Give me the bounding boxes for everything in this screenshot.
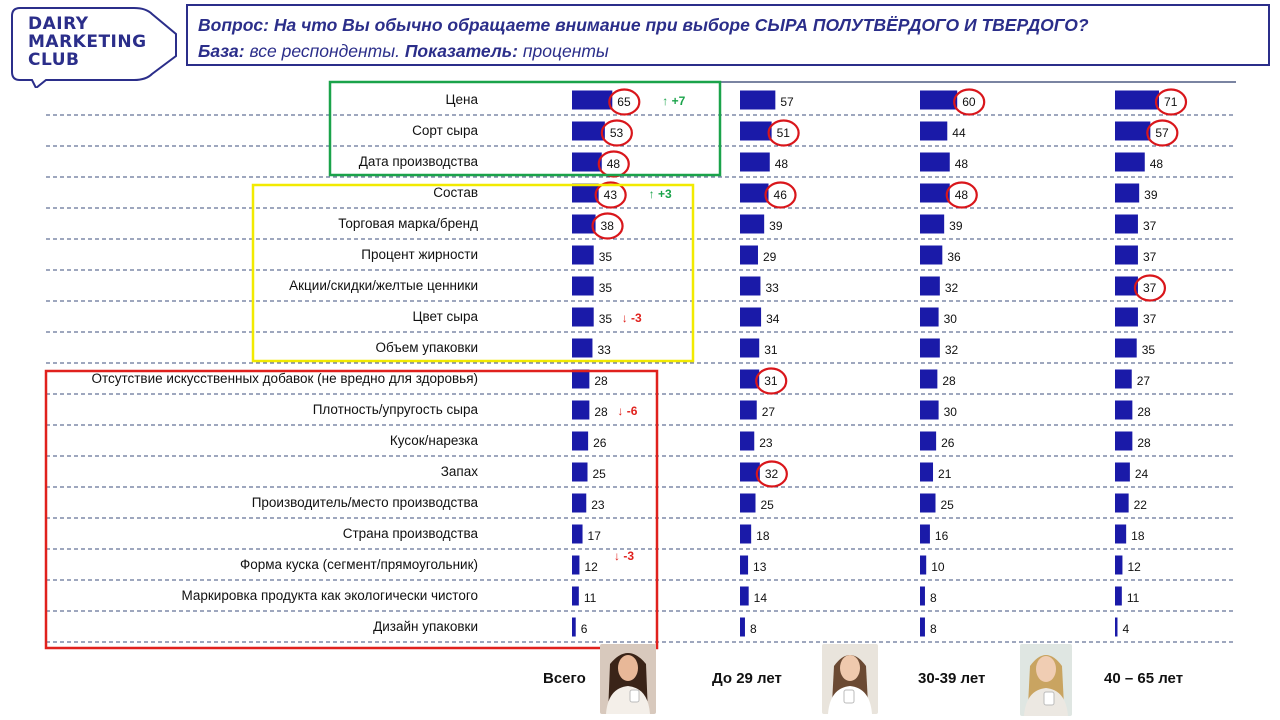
bar: [1115, 463, 1130, 482]
data-label: 48: [1149, 157, 1164, 171]
bar: [740, 339, 759, 358]
base-label: База:: [198, 41, 245, 61]
bar: [572, 556, 579, 575]
bar: [1115, 184, 1139, 203]
data-label: 12: [584, 560, 598, 574]
bar: [920, 463, 933, 482]
change-annotation: ↑ +3: [648, 187, 672, 201]
data-label: 39: [949, 219, 963, 233]
bar: [572, 370, 589, 389]
category-label: Отсутствие искусственных добавок (не вредно для здоровья): [91, 371, 478, 386]
series-label-under-29: До 29 лет: [712, 670, 782, 687]
bar: [572, 618, 576, 637]
bar: [920, 556, 926, 575]
indicator-text: проценты: [522, 41, 609, 61]
bar: [572, 122, 605, 141]
bar: [572, 246, 594, 265]
category-label: Маркировка продукта как экологически чистого: [181, 588, 478, 603]
data-label: 32: [944, 343, 959, 357]
bar: [572, 91, 612, 110]
data-label: 29: [762, 250, 777, 264]
data-label: 57: [1155, 126, 1169, 140]
bar: [920, 494, 936, 513]
data-label: 27: [1136, 374, 1151, 388]
bar: [572, 463, 588, 482]
woman-photo-30-39: [1020, 644, 1072, 716]
bar: [1115, 556, 1122, 575]
data-label: 31: [764, 374, 778, 388]
bar: [740, 153, 770, 172]
bar: [1115, 618, 1117, 637]
category-label: Дата производства: [358, 154, 478, 169]
bar: [740, 618, 745, 637]
bar: [1115, 587, 1122, 606]
category-label: Сорт сыра: [412, 123, 478, 138]
data-label: 33: [597, 343, 611, 357]
bar: [920, 277, 940, 296]
data-label: 48: [606, 157, 621, 171]
data-label: 28: [1137, 436, 1151, 450]
category-label: Страна производства: [342, 526, 478, 541]
data-label: 12: [1127, 560, 1141, 574]
data-label: 71: [1164, 95, 1178, 109]
data-label: 4: [1122, 622, 1130, 636]
data-label: 39: [769, 219, 783, 233]
data-label: 27: [761, 405, 776, 419]
data-label: 23: [591, 498, 605, 512]
bar: [572, 339, 592, 358]
data-label: 37: [1142, 312, 1157, 326]
data-label: 36: [947, 250, 961, 264]
data-label: 26: [941, 436, 955, 450]
data-label: 48: [774, 157, 789, 171]
data-label: 21: [938, 467, 952, 481]
bar: [740, 308, 761, 327]
bar: [920, 246, 942, 265]
data-label: 35: [598, 312, 613, 326]
bar: [920, 91, 957, 110]
logo-line-3: CLUB: [28, 50, 80, 70]
bar: [572, 494, 586, 513]
data-label: 30: [943, 312, 957, 326]
bar: [740, 587, 749, 606]
change-annotation: ↓ -3: [621, 311, 642, 325]
bar: [740, 277, 760, 296]
data-label: 44: [952, 126, 966, 140]
bar: [740, 556, 748, 575]
bar: [740, 91, 775, 110]
bar: [1115, 339, 1137, 358]
category-label: Торговая марка/бренд: [338, 216, 478, 231]
bar: [1115, 246, 1138, 265]
data-label: 32: [764, 467, 779, 481]
bar: [1115, 525, 1126, 544]
data-label: 8: [929, 591, 937, 605]
data-label: 48: [954, 188, 969, 202]
bar: [740, 184, 769, 203]
woman-photo-icon: [600, 644, 656, 714]
data-label: 28: [1137, 405, 1151, 419]
data-label: 33: [765, 281, 779, 295]
bar: [1115, 91, 1159, 110]
data-label: 18: [756, 529, 770, 543]
bar: [920, 370, 937, 389]
category-label: Запах: [440, 464, 478, 479]
data-label: 57: [780, 95, 794, 109]
data-label: 38: [600, 219, 614, 233]
data-label: 39: [1144, 188, 1158, 202]
bar: [1115, 153, 1145, 172]
category-label: Цвет сыра: [412, 309, 478, 324]
category-label: Форма куска (сегмент/прямоугольник): [239, 557, 478, 572]
bar: [1115, 122, 1150, 141]
bar: [740, 432, 754, 451]
question-text: На что Вы обычно обращаете внимание при выборе СЫРА ПОЛУТВЁРДОГО И ТВЕРДОГО?: [273, 15, 1089, 35]
bar: [920, 587, 925, 606]
data-label: 14: [753, 591, 768, 605]
data-label: 46: [773, 188, 787, 202]
data-label: 18: [1131, 529, 1145, 543]
bar: [1115, 401, 1132, 420]
data-label: 25: [760, 498, 774, 512]
question-label: Вопрос:: [198, 15, 269, 35]
data-label: 35: [598, 281, 613, 295]
bar: [740, 494, 756, 513]
data-label: 26: [593, 436, 607, 450]
bar: [572, 432, 588, 451]
series-label-30-39: 30-39 лет: [918, 670, 986, 687]
data-label: 35: [598, 250, 613, 264]
data-label: 10: [931, 560, 945, 574]
data-label: 53: [609, 126, 624, 140]
bar: [572, 308, 594, 327]
data-label: 37: [1142, 219, 1157, 233]
data-label: 37: [1142, 281, 1157, 295]
data-label: 31: [764, 343, 778, 357]
bar: [920, 153, 950, 172]
bar: [920, 618, 925, 637]
data-label: 8: [929, 622, 937, 636]
bar: [920, 215, 944, 234]
category-label: Цена: [445, 92, 478, 107]
bar: [740, 246, 758, 265]
data-label: 34: [766, 312, 780, 326]
bar: [572, 525, 583, 544]
bar: [920, 432, 936, 451]
bar: [920, 401, 939, 420]
bar: [920, 122, 947, 141]
base-text: все респонденты.: [249, 41, 400, 61]
data-label: 28: [942, 374, 956, 388]
category-label: Акции/скидки/желтые ценники: [289, 278, 478, 293]
bar: [740, 401, 757, 420]
series-label-total: Всего: [543, 670, 586, 687]
bar: [920, 308, 939, 327]
data-label: 11: [583, 591, 597, 605]
data-label: 24: [1134, 467, 1149, 481]
bar: [1115, 215, 1138, 234]
data-label: 13: [753, 560, 767, 574]
bar: [1115, 370, 1132, 389]
data-label: 25: [592, 467, 606, 481]
data-label: 17: [587, 529, 601, 543]
logo-line-1: DAIRY: [28, 14, 89, 34]
bar: [572, 587, 579, 606]
category-label: Объем упаковки: [375, 340, 478, 355]
data-label: 16: [934, 529, 949, 543]
data-label: 6: [580, 622, 588, 636]
data-label: 30: [943, 405, 957, 419]
category-label: Кусок/нарезка: [389, 433, 478, 448]
bar: [1115, 432, 1132, 451]
data-label: 65: [617, 95, 631, 109]
logo-line-2: MARKETING: [28, 32, 147, 52]
change-annotation: ↓ -6: [617, 404, 638, 418]
category-label: Состав: [433, 185, 478, 200]
bar: [572, 184, 599, 203]
data-label: 32: [944, 281, 959, 295]
category-label: Дизайн упаковки: [373, 619, 478, 634]
woman-photo-total: [600, 644, 656, 714]
group-frame: [253, 185, 693, 361]
series-label-40-65: 40 – 65 лет: [1104, 670, 1184, 687]
woman-photo-icon: [822, 644, 878, 714]
data-label: 51: [776, 126, 790, 140]
data-label: 22: [1133, 498, 1147, 512]
data-label: 8: [749, 622, 757, 636]
bar: [1115, 308, 1138, 327]
data-label: 25: [940, 498, 954, 512]
data-label: 11: [1126, 591, 1140, 605]
bar: [740, 525, 751, 544]
data-label: 37: [1142, 250, 1157, 264]
data-label: 43: [603, 188, 618, 202]
data-label: 48: [954, 157, 969, 171]
bar: [1115, 494, 1129, 513]
bar: [740, 122, 772, 141]
bar: [572, 277, 594, 296]
data-label: 35: [1141, 343, 1156, 357]
category-label: Производитель/место производства: [251, 495, 478, 510]
bar: [920, 339, 940, 358]
data-label: 28: [594, 374, 608, 388]
bar: [920, 525, 930, 544]
change-annotation: ↓ -3: [614, 549, 635, 563]
bar: [572, 401, 589, 420]
indicator-label: Показатель:: [404, 41, 518, 61]
woman-photo-icon: [1020, 644, 1072, 716]
woman-photo-under-29: [822, 644, 878, 714]
data-label: 60: [962, 95, 976, 109]
bar: [572, 153, 602, 172]
category-label: Плотность/упругость сыра: [312, 402, 478, 417]
change-annotation: ↑ +7: [662, 94, 686, 108]
bar: [920, 184, 950, 203]
data-label: 23: [759, 436, 773, 450]
bar: [740, 215, 764, 234]
data-label: 28: [594, 405, 608, 419]
category-label: Процент жирности: [361, 247, 478, 262]
